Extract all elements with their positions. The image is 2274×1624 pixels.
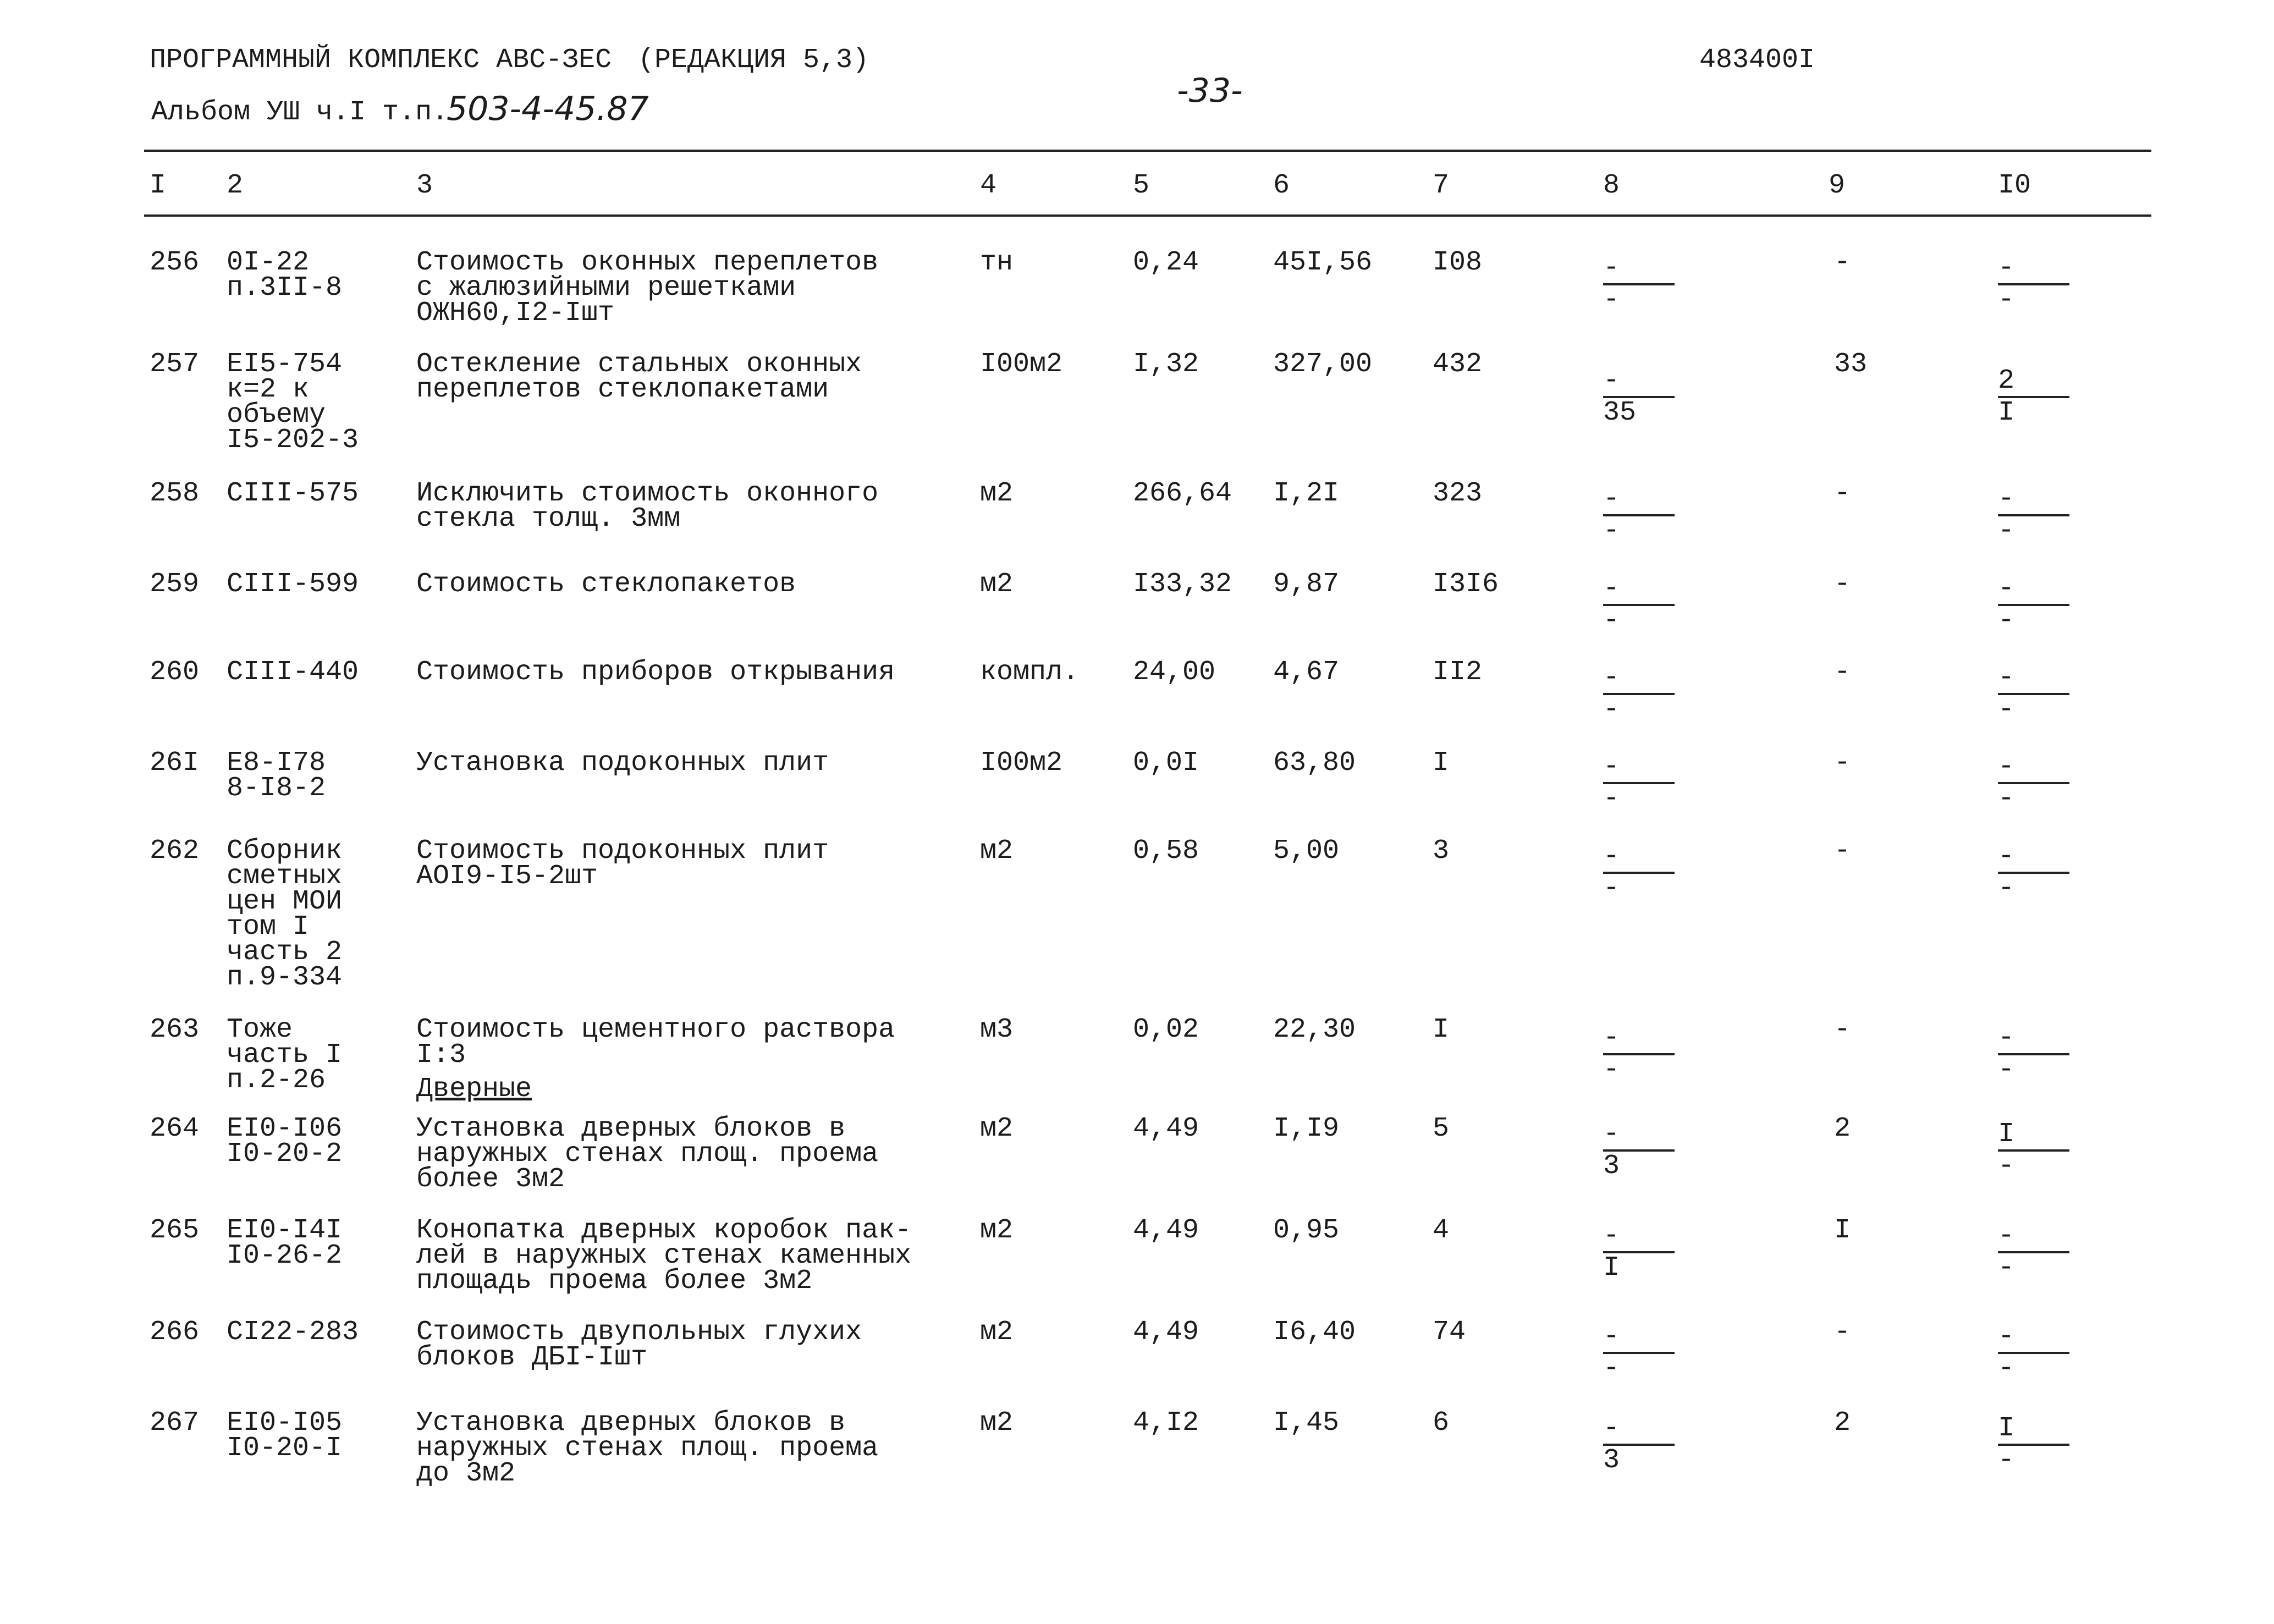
row-code-line: часть I <box>227 1039 343 1071</box>
row-description-line: Стоимость двупольных глухих <box>416 1317 862 1348</box>
row-total: II2 <box>1433 657 1483 688</box>
column-header-10: I0 <box>1998 170 2031 201</box>
row-code-line: I5-202-3 <box>227 425 359 456</box>
row-col8-fraction <box>1603 662 1680 726</box>
row-unit: м3 <box>980 1014 1014 1045</box>
row-unit-price: 0,95 <box>1273 1215 1340 1246</box>
row-description-line: с жалюзийными решетками <box>416 272 796 304</box>
row-unit: м2 <box>980 1113 1014 1144</box>
row-unit-price: 63,80 <box>1273 747 1356 779</box>
row-number: 259 <box>150 569 200 600</box>
page-number: -33- <box>1177 71 1243 110</box>
row-total: 6 <box>1433 1407 1450 1439</box>
row-code-line: п.9-334 <box>227 962 343 993</box>
row-total: I <box>1433 747 1450 779</box>
row-description-line: Стоимость цементного раствора <box>416 1014 895 1045</box>
row-col8-fraction-denominator: - <box>1603 873 1620 904</box>
column-header-8: 8 <box>1603 170 1620 201</box>
row-col10-fraction <box>1998 252 2075 316</box>
row-col8-fraction-denominator: - <box>1603 1353 1620 1384</box>
row-col8-fraction-numerator: - <box>1603 1321 1620 1352</box>
row-unit-price: 9,87 <box>1273 569 1340 600</box>
row-total: I <box>1433 1014 1450 1045</box>
row-col10-fraction <box>1998 662 2075 726</box>
row-col8-fraction <box>1603 483 1680 547</box>
row-col10-fraction-denominator: - <box>1998 605 2015 636</box>
row-col10-fraction-numerator: - <box>1998 662 2015 693</box>
row-col10-fraction <box>1998 365 2075 429</box>
row-col10-fraction <box>1998 1321 2075 1385</box>
row-number: 26I <box>150 747 200 779</box>
row-number: 263 <box>150 1014 200 1045</box>
row-col10-fraction <box>1998 1220 2075 1284</box>
row-col10-fraction-numerator: I <box>1998 1119 2015 1150</box>
row-total: 4 <box>1433 1215 1450 1246</box>
row-total: 3 <box>1433 835 1450 867</box>
row-col8-fraction-denominator: 3 <box>1603 1150 1620 1182</box>
row-total: I08 <box>1433 247 1483 278</box>
row-col9: 33 <box>1834 349 1868 380</box>
row-unit-price: 22,30 <box>1273 1014 1356 1045</box>
row-col8-fraction-numerator: - <box>1603 1413 1620 1444</box>
row-quantity: 0,24 <box>1133 247 1199 278</box>
row-col8-fraction-denominator: I <box>1603 1252 1620 1284</box>
row-code-line: СIII-575 <box>227 478 359 509</box>
row-code-line: I0-26-2 <box>227 1240 343 1271</box>
row-col8-fraction-numerator: - <box>1603 252 1620 284</box>
row-description-line: наружных стенах площ. проема <box>416 1138 879 1170</box>
row-description-line: АОI9-I5-2шт <box>416 861 598 892</box>
row-description-line: Стоимость оконных переплетов <box>416 247 879 278</box>
row-col10-fraction <box>1998 483 2075 547</box>
row-code-line: Тоже <box>227 1014 293 1045</box>
row-col9: - <box>1834 657 1851 688</box>
row-col10-fraction-denominator: - <box>1998 694 2015 725</box>
row-total: 432 <box>1433 349 1483 380</box>
row-code-line: Сборник <box>227 835 343 867</box>
row-col8-fraction <box>1603 365 1680 429</box>
row-unit: м2 <box>980 1407 1014 1439</box>
row-number: 264 <box>150 1113 200 1144</box>
row-total: I3I6 <box>1433 569 1499 600</box>
row-col9: - <box>1834 247 1851 278</box>
row-code-line: сметных <box>227 861 343 892</box>
row-code-line: I0-20-I <box>227 1433 343 1464</box>
row-description-line: Стоимость стеклопакетов <box>416 569 796 600</box>
row-col8-fraction <box>1603 1119 1680 1182</box>
row-col8-fraction <box>1603 1413 1680 1477</box>
row-unit: м2 <box>980 835 1014 867</box>
column-header-3: 3 <box>416 170 433 201</box>
row-code-line: Е8-I78 <box>227 747 326 779</box>
row-code-line: объему <box>227 399 326 431</box>
row-col8-fraction-numerator: - <box>1603 751 1620 783</box>
row-col10-fraction <box>1998 1413 2075 1477</box>
row-number: 266 <box>150 1317 200 1348</box>
row-col10-fraction-numerator: - <box>1998 573 2015 604</box>
row-description-line: Исключить стоимость оконного <box>416 478 879 509</box>
row-code-line: СIII-440 <box>227 657 359 688</box>
row-code-line: ЕI0-I06 <box>227 1113 343 1144</box>
row-col10-fraction-numerator: 2 <box>1998 365 2015 397</box>
row-quantity: 0,02 <box>1133 1014 1199 1045</box>
row-number: 265 <box>150 1215 200 1246</box>
row-total: 5 <box>1433 1113 1450 1144</box>
column-header-7: 7 <box>1433 170 1450 201</box>
row-col10-fraction-denominator: - <box>1998 873 2015 904</box>
row-description-line: до 3м2 <box>416 1458 516 1489</box>
row-col9: 2 <box>1834 1113 1851 1144</box>
row-col10-fraction <box>1998 573 2075 637</box>
edition-label: (РЕДАКЦИЯ 5,3) <box>638 45 869 76</box>
row-col9: - <box>1834 1317 1851 1348</box>
row-col8-fraction-denominator: - <box>1603 605 1620 636</box>
row-code-line: к=2 к <box>227 374 310 405</box>
row-description-line: Остекление стальных оконных <box>416 349 862 380</box>
row-quantity: 0,0I <box>1133 747 1199 779</box>
row-col10-fraction-numerator: I <box>1998 1413 2015 1444</box>
row-code-line: ЕI0-I05 <box>227 1407 343 1439</box>
row-code-line: ЕI5-754 <box>227 349 343 380</box>
row-description-line: Установка дверных блоков в <box>416 1113 846 1144</box>
row-description-line: Установка дверных блоков в <box>416 1407 846 1439</box>
program-title: ПРОГРАММНЫЙ КОМПЛЕКС АВС-ЗЕС <box>150 45 612 76</box>
row-code-line: п.3II-8 <box>227 272 343 304</box>
row-number: 260 <box>150 657 200 688</box>
table-top-rule <box>144 150 2151 152</box>
row-code-line: СIII-599 <box>227 569 359 600</box>
row-unit-price: I,45 <box>1273 1407 1340 1439</box>
row-col8-fraction-denominator: 35 <box>1603 397 1637 428</box>
row-col10-fraction-denominator: - <box>1998 1054 2015 1086</box>
row-description-line: Конопатка дверных коробок пак- <box>416 1215 912 1246</box>
row-quantity: 4,49 <box>1133 1113 1199 1144</box>
row-unit-price: 4,67 <box>1273 657 1340 688</box>
row-description-line: Установка подоконных плит <box>416 747 829 779</box>
row-description-line: Стоимость подоконных плит <box>416 835 829 867</box>
row-number: 262 <box>150 835 200 867</box>
column-header-6: 6 <box>1273 170 1290 201</box>
row-unit: компл. <box>980 657 1080 688</box>
row-unit-price: I,2I <box>1273 478 1340 509</box>
row-col10-fraction-numerator: - <box>1998 1321 2015 1352</box>
row-code-line: 8-I8-2 <box>227 773 326 804</box>
row-col10-fraction-denominator: - <box>1998 284 2015 316</box>
row-unit: м2 <box>980 1317 1014 1348</box>
row-quantity: I,32 <box>1133 349 1199 380</box>
row-quantity: I33,32 <box>1133 569 1232 600</box>
row-description-line: площадь проема более 3м2 <box>416 1265 813 1297</box>
row-quantity: 4,49 <box>1133 1215 1199 1246</box>
row-number: 267 <box>150 1407 200 1439</box>
row-col8-fraction-numerator: - <box>1603 662 1620 693</box>
row-col8-fraction <box>1603 1220 1680 1284</box>
row-description-line: переплетов стеклопакетами <box>416 374 829 405</box>
row-col10-fraction-denominator: - <box>1998 783 2015 814</box>
row-unit: м2 <box>980 569 1014 600</box>
row-description-line: блоков ДБI-Iшт <box>416 1342 648 1373</box>
row-quantity: 266,64 <box>1133 478 1232 509</box>
column-header-2: 2 <box>227 170 244 201</box>
row-col10-fraction <box>1998 751 2075 815</box>
row-number: 256 <box>150 247 200 278</box>
row-col8-fraction <box>1603 1022 1680 1086</box>
row-col8-fraction-denominator: - <box>1603 284 1620 316</box>
row-quantity: 4,49 <box>1133 1317 1199 1348</box>
row-total: 323 <box>1433 478 1483 509</box>
row-code-line: СI22-283 <box>227 1317 359 1348</box>
column-header-4: 4 <box>980 170 997 201</box>
row-col9: - <box>1834 569 1851 600</box>
row-col8-fraction-numerator: - <box>1603 1022 1620 1054</box>
row-col8-fraction-numerator: - <box>1603 1119 1620 1150</box>
section-heading-doors: Дверные <box>416 1074 532 1105</box>
row-col10-fraction-denominator: - <box>1998 1445 2015 1476</box>
row-unit-price: I6,40 <box>1273 1317 1356 1348</box>
row-quantity: 4,I2 <box>1133 1407 1199 1439</box>
row-description-line: более 3м2 <box>416 1164 565 1195</box>
row-unit-price: 5,00 <box>1273 835 1340 867</box>
row-col8-fraction-numerator: - <box>1603 483 1620 515</box>
row-col8-fraction <box>1603 252 1680 316</box>
row-col10-fraction-denominator: - <box>1998 1252 2015 1284</box>
row-col10-fraction-numerator: - <box>1998 1022 2015 1054</box>
column-header-1: I <box>150 170 167 201</box>
row-col8-fraction-denominator: - <box>1603 515 1620 547</box>
row-col10-fraction-numerator: - <box>1998 1220 2015 1252</box>
row-col8-fraction-denominator: - <box>1603 783 1620 814</box>
row-unit: I00м2 <box>980 349 1063 380</box>
row-col9: - <box>1834 835 1851 867</box>
row-unit: I00м2 <box>980 747 1063 779</box>
row-unit: м2 <box>980 1215 1014 1246</box>
row-col10-fraction-denominator: - <box>1998 1150 2015 1182</box>
row-col10-fraction-numerator: - <box>1998 483 2015 515</box>
row-col10-fraction <box>1998 841 2075 905</box>
row-col8-fraction-numerator: - <box>1603 573 1620 604</box>
column-header-9: 9 <box>1829 170 1846 201</box>
row-col10-fraction-numerator: - <box>1998 841 2015 872</box>
row-code-line: 0I-22 <box>227 247 310 278</box>
row-description-line: лей в наружных стенах каменных <box>416 1240 912 1271</box>
row-description-line: ОЖН60,I2-Iшт <box>416 298 615 329</box>
table-header-rule <box>144 214 2151 217</box>
row-quantity: 0,58 <box>1133 835 1199 867</box>
row-description-line: стекла толщ. 3мм <box>416 503 681 535</box>
row-col10-fraction-numerator: - <box>1998 252 2015 284</box>
row-code-line: I0-20-2 <box>227 1138 343 1170</box>
album-label: Альбом УШ ч.I т.п. <box>151 97 449 128</box>
row-description-line: наружных стенах площ. проема <box>416 1433 879 1464</box>
row-number: 257 <box>150 349 200 380</box>
row-col9: - <box>1834 1014 1851 1045</box>
row-col9: - <box>1834 478 1851 509</box>
row-description-line: Стоимость приборов открывания <box>416 657 895 688</box>
document-code: 483400I <box>1699 45 1815 76</box>
row-col10-fraction-denominator: I <box>1998 397 2015 428</box>
row-col8-fraction-denominator: - <box>1603 694 1620 725</box>
row-col8-fraction <box>1603 841 1680 905</box>
row-unit: тн <box>980 247 1014 278</box>
row-quantity: 24,00 <box>1133 657 1216 688</box>
row-col8-fraction-denominator: 3 <box>1603 1445 1620 1476</box>
row-col8-fraction <box>1603 1321 1680 1385</box>
album-handwritten-number: 503-4-45.87 <box>447 90 649 128</box>
row-number: 258 <box>150 478 200 509</box>
column-header-5: 5 <box>1133 170 1150 201</box>
row-unit-price: 45I,56 <box>1273 247 1373 278</box>
row-code-line: п.2-26 <box>227 1065 326 1096</box>
row-col9: I <box>1834 1215 1851 1246</box>
row-col10-fraction <box>1998 1119 2075 1182</box>
row-code-line: цен МОИ <box>227 886 343 917</box>
row-unit-price: 327,00 <box>1273 349 1373 380</box>
row-code-line: ЕI0-I4I <box>227 1215 343 1246</box>
row-col10-fraction-denominator: - <box>1998 515 2015 547</box>
row-code-line: том I <box>227 911 310 943</box>
row-col9: 2 <box>1834 1407 1851 1439</box>
row-col8-fraction <box>1603 573 1680 637</box>
row-col10-fraction-denominator: - <box>1998 1353 2015 1384</box>
row-col8-fraction-numerator: - <box>1603 365 1620 397</box>
row-col9: - <box>1834 747 1851 779</box>
row-col10-fraction-numerator: - <box>1998 751 2015 783</box>
row-unit-price: I,I9 <box>1273 1113 1340 1144</box>
row-col8-fraction-denominator: - <box>1603 1054 1620 1086</box>
row-col8-fraction <box>1603 751 1680 815</box>
row-col8-fraction-numerator: - <box>1603 841 1620 872</box>
row-code-line: часть 2 <box>227 937 343 968</box>
row-total: 74 <box>1433 1317 1466 1348</box>
row-col8-fraction-numerator: - <box>1603 1220 1620 1252</box>
row-description-line: I:3 <box>416 1039 466 1071</box>
row-unit: м2 <box>980 478 1014 509</box>
row-col10-fraction <box>1998 1022 2075 1086</box>
